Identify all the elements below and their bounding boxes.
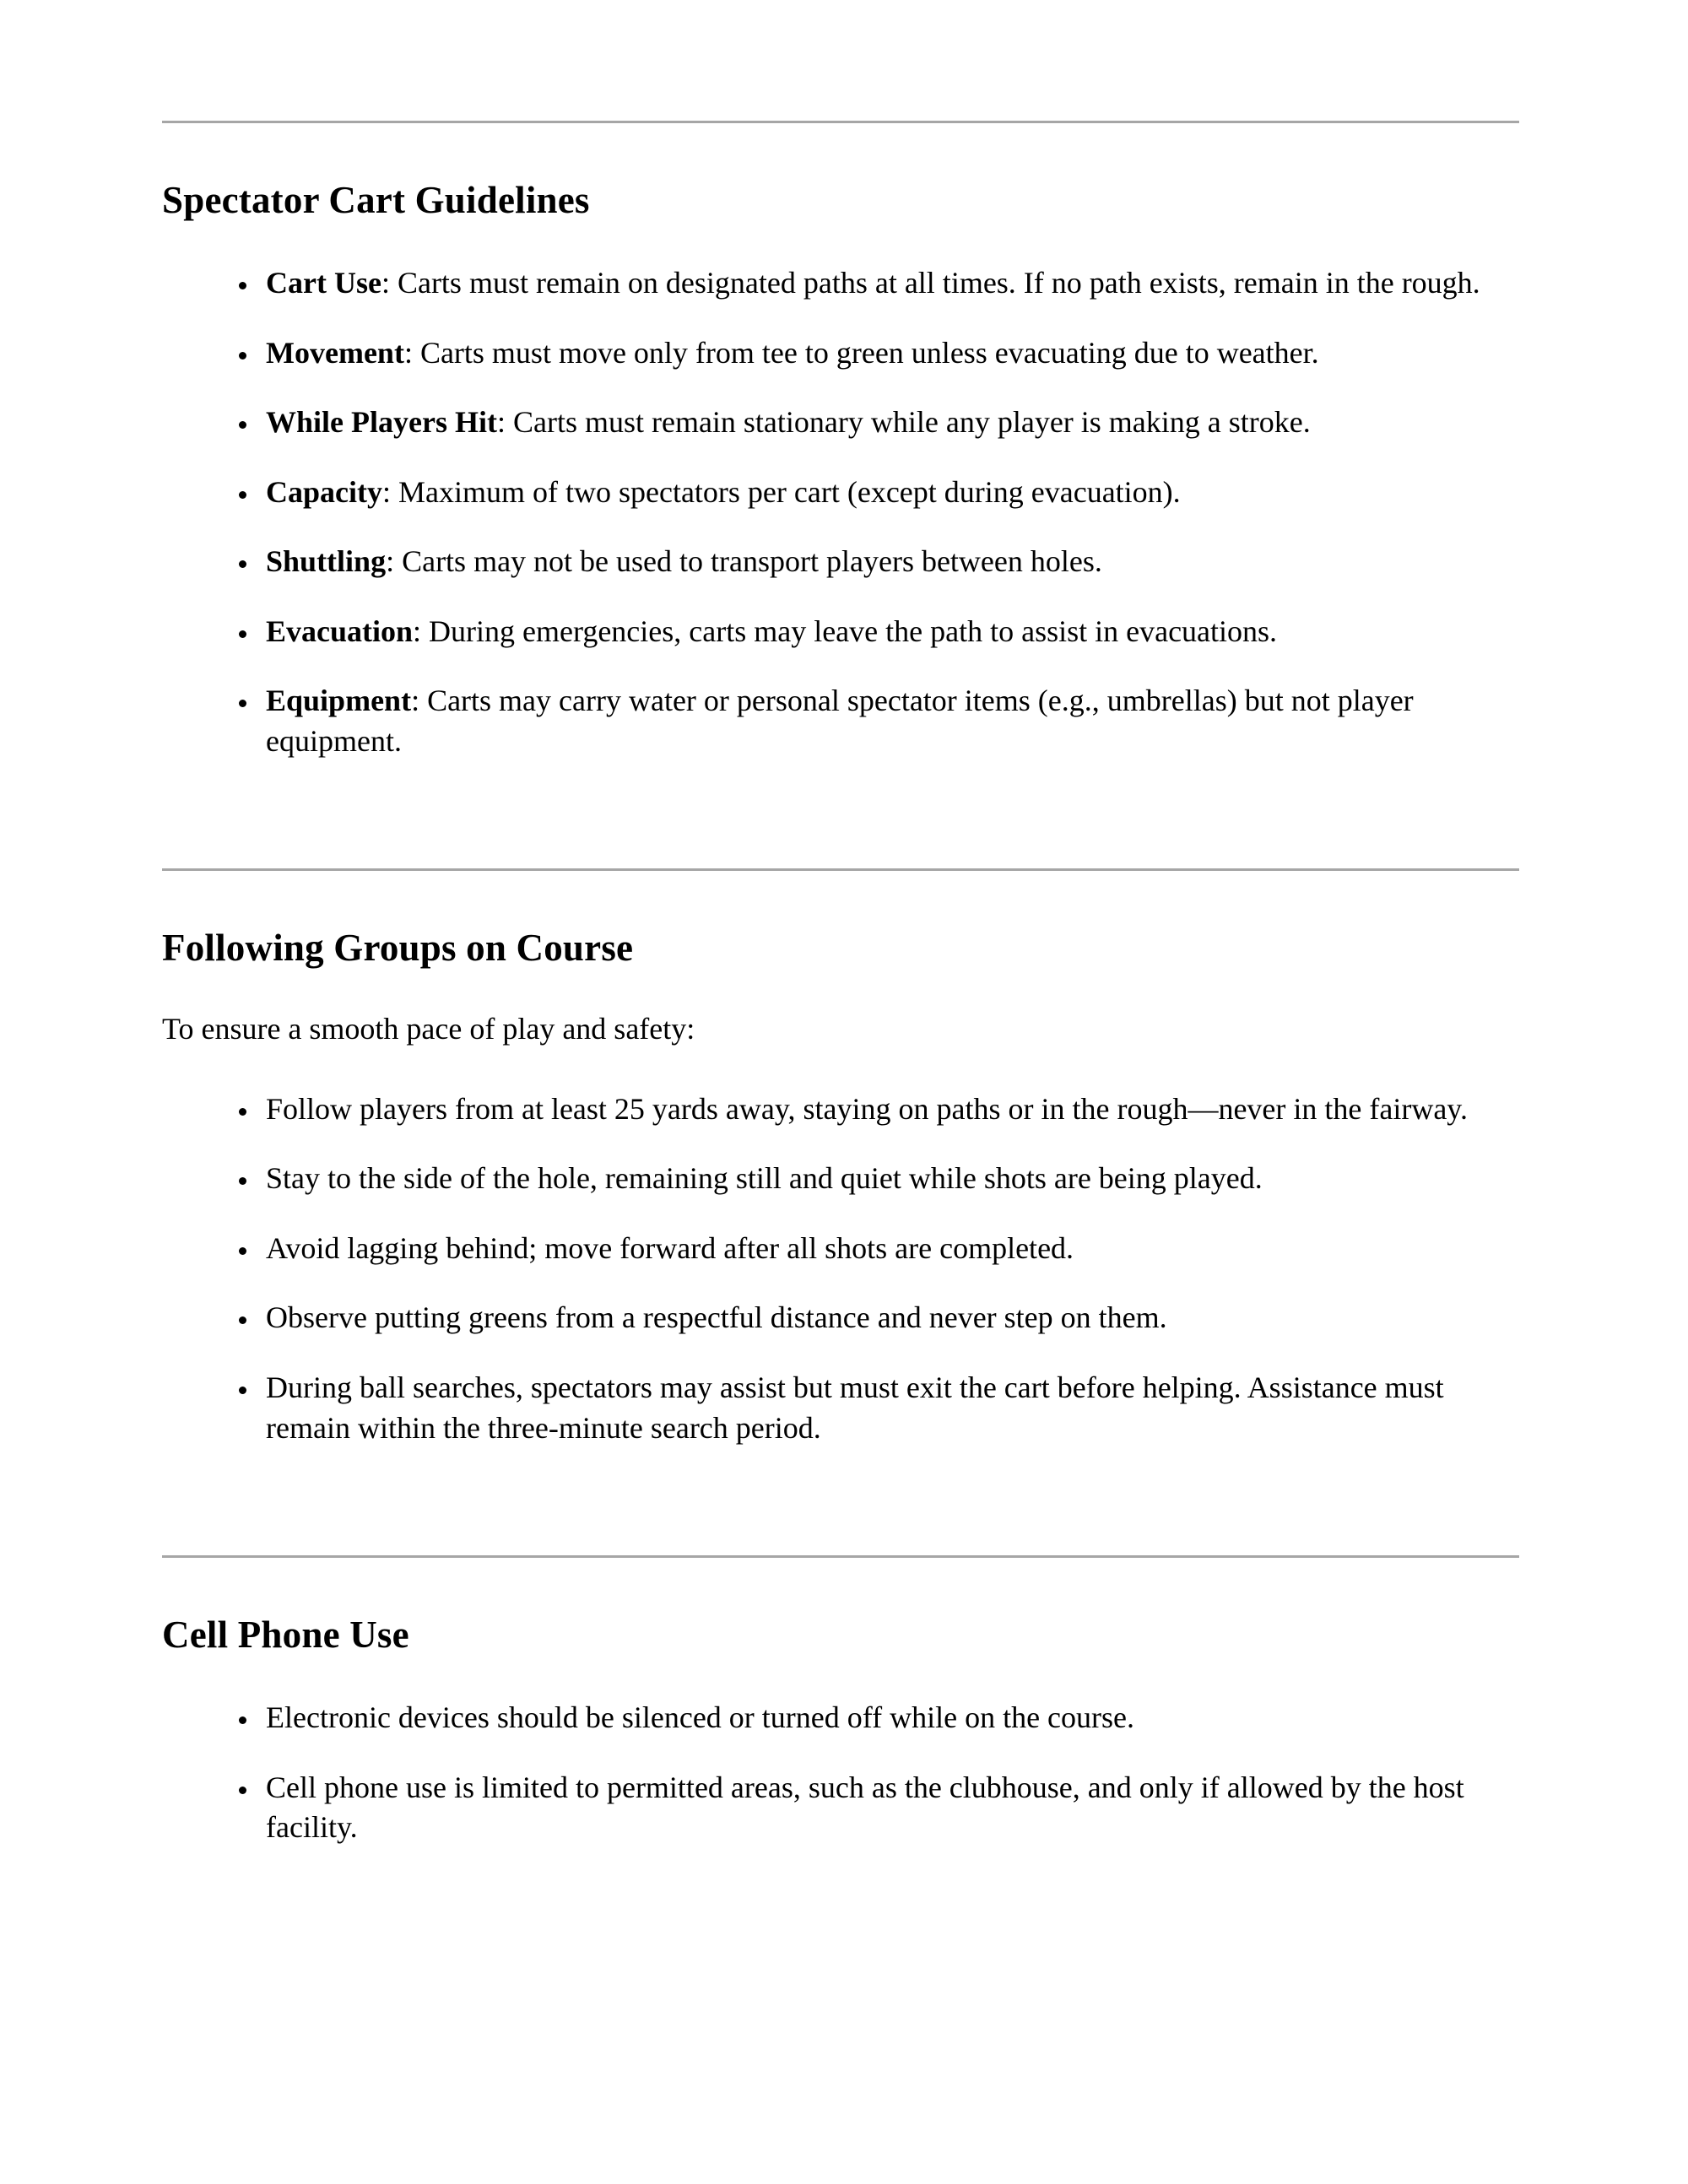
bullet-label: Cart Use xyxy=(266,266,381,300)
bullet-list xyxy=(162,1089,1519,1448)
list-item xyxy=(259,1089,1519,1130)
list-item xyxy=(259,681,1519,761)
bullet-label: Shuttling xyxy=(266,544,387,579)
bullet-text: Electronic devices should be silenced or turned off while on the course. xyxy=(266,1700,1135,1735)
bullet-label: Evacuation xyxy=(266,614,414,648)
list-item xyxy=(259,1768,1519,1848)
section-divider xyxy=(162,1555,1519,1558)
bullet-text: : Maximum of two spectators per cart (except during evacuation). xyxy=(382,474,1181,509)
list-item xyxy=(259,1159,1519,1199)
section-divider xyxy=(162,121,1519,123)
list-item xyxy=(259,1229,1519,1269)
section-heading: Spectator Cart Guidelines xyxy=(162,179,590,221)
bullet-text: During ball searches, spectators may assist but must exit the cart before helping. Assistance must remain within the three-minute search period. xyxy=(266,1370,1444,1445)
bullet-list xyxy=(162,1698,1519,1848)
bullet-label: Equipment xyxy=(266,684,412,718)
bullet-text: Follow players from at least 25 yards away, staying on paths or in the rough—never in the fairway. xyxy=(266,1091,1468,1126)
bullet-text: : Carts must remain stationary while any player is making a stroke. xyxy=(496,405,1311,440)
bullet-text: Observe putting greens from a respectful distance and never step on them. xyxy=(266,1300,1167,1335)
list-item xyxy=(259,1368,1519,1448)
bullet-text: : Carts may carry water or personal spectator items (e.g., umbrellas) but not player equipment. xyxy=(266,684,1414,758)
list-item xyxy=(259,542,1519,582)
list-item xyxy=(259,333,1519,374)
bullet-text: Cell phone use is limited to permitted areas, such as the clubhouse, and only if allowed by the host facility. xyxy=(266,1770,1464,1845)
list-item xyxy=(259,473,1519,513)
list-item xyxy=(259,1298,1519,1338)
list-item xyxy=(259,263,1519,304)
bullet-label: Capacity xyxy=(266,474,382,509)
section-spectator-cart-guidelines xyxy=(162,177,1519,868)
bullet-list xyxy=(162,263,1519,761)
bullet-label: Movement xyxy=(266,335,404,370)
section-cell-phone-use xyxy=(162,1612,1519,1955)
bullet-text: : Carts must remain on designated paths at all times. If no path exists, remain in the rough. xyxy=(381,266,1480,300)
list-item xyxy=(259,403,1519,443)
bullet-text: : Carts may not be used to transport players between holes. xyxy=(386,544,1102,579)
bullet-text: Stay to the side of the hole, remaining still and quiet while shots are being played. xyxy=(266,1161,1263,1196)
list-item xyxy=(259,1698,1519,1738)
bullet-label: While Players Hit xyxy=(266,405,497,440)
section-heading: Cell Phone Use xyxy=(162,1614,409,1657)
bullet-text: Avoid lagging behind; move forward after all shots are completed. xyxy=(266,1230,1074,1265)
section-intro-paragraph: To ensure a smooth pace of play and safety: xyxy=(162,1012,695,1046)
bullet-text: : During emergencies, carts may leave the path to assist in evacuations. xyxy=(413,614,1278,648)
section-heading: Following Groups on Course xyxy=(162,927,634,970)
bullet-text: : Carts must move only from tee to green unless evacuating due to weather. xyxy=(403,335,1319,370)
list-item xyxy=(259,612,1519,652)
section-following-groups-on-course xyxy=(162,925,1519,1555)
section-divider xyxy=(162,868,1519,871)
